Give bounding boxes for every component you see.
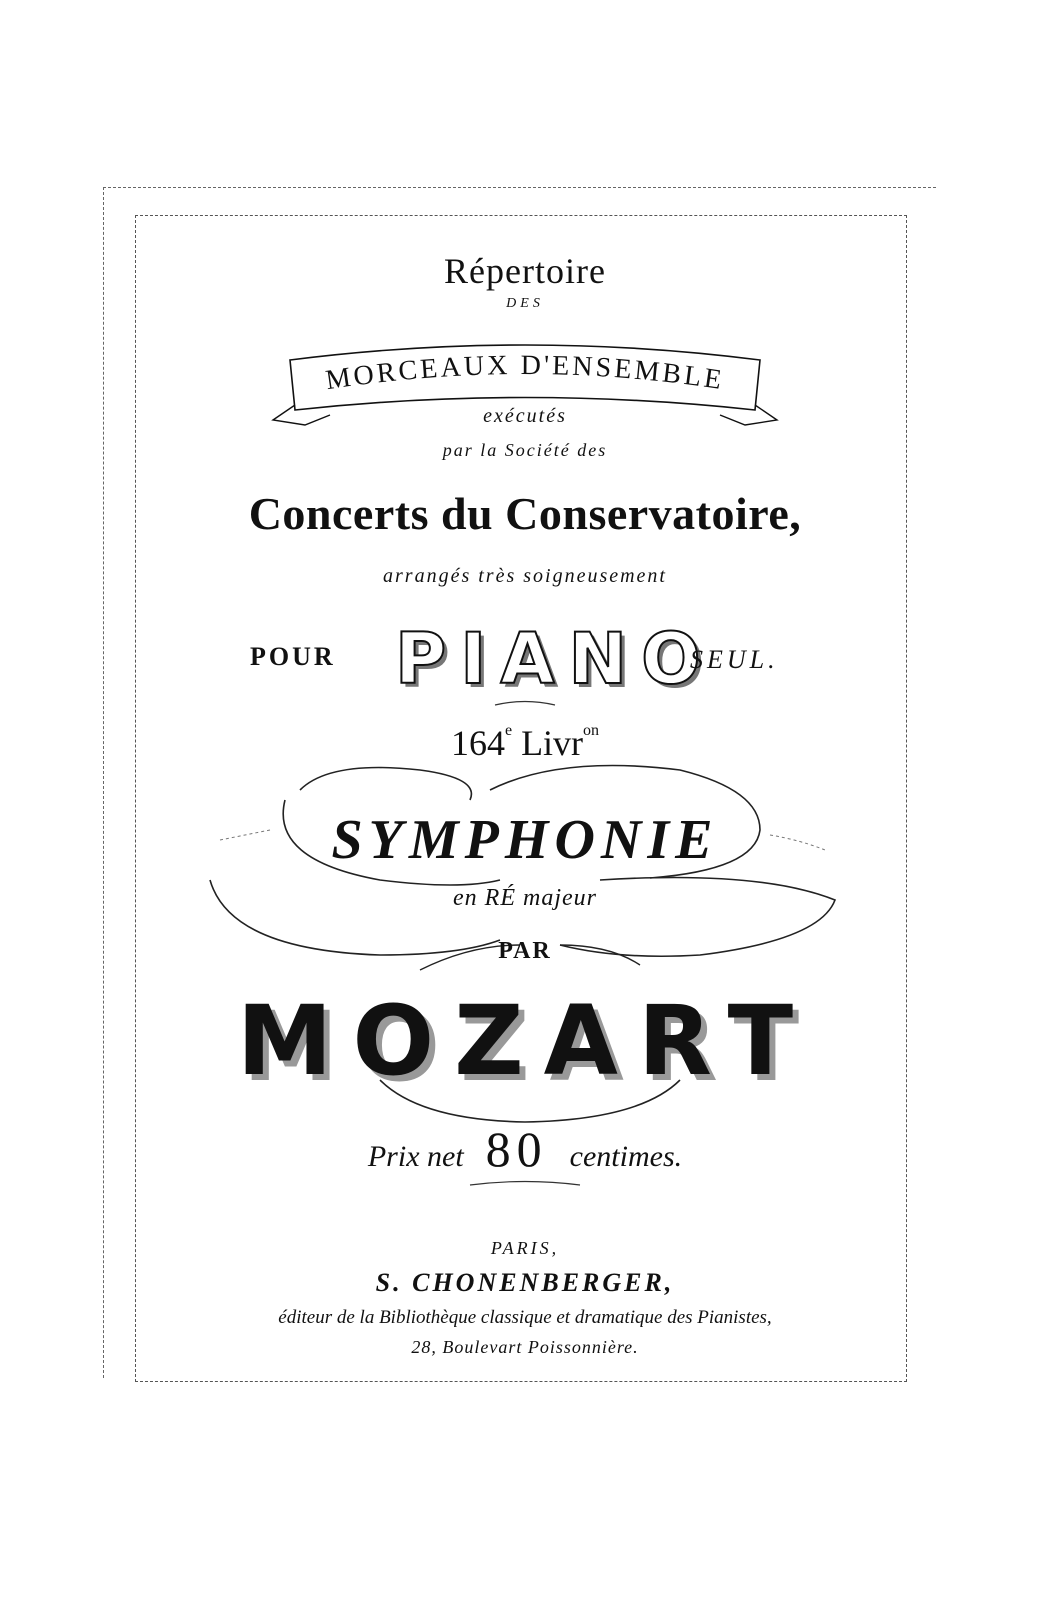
- livraison-sup-on: on: [583, 722, 600, 739]
- des-label: DES: [506, 296, 544, 311]
- arranges-text: arrangés très soigneusement: [383, 565, 667, 587]
- pour-label: POUR: [250, 642, 336, 671]
- ribbon-text: MORCEAUX D'ENSEMBLE: [323, 349, 727, 397]
- piano-heading: PIANO: [395, 618, 715, 700]
- price-line: [0, 1120, 1050, 1178]
- par-la-societe-text: par la Société des: [442, 440, 608, 460]
- composer-name: MOZART: [236, 985, 814, 1097]
- livraison-word: Livr: [521, 723, 584, 763]
- price-value: 80: [485, 1121, 548, 1177]
- publisher-name: S. CHONENBERGER,: [375, 1268, 675, 1297]
- livraison-num: 164: [450, 723, 505, 763]
- repertoire-heading: Répertoire: [444, 251, 606, 291]
- price-label: Prix net: [367, 1140, 464, 1173]
- editor-line: éditeur de la Bibliothèque classique et dramatique des Pianistes,: [278, 1307, 772, 1328]
- livraison-number: [0, 722, 1050, 764]
- executes-text: exécutés: [483, 405, 567, 427]
- par-label: PAR: [498, 938, 552, 964]
- livraison-sup-e: e: [504, 722, 513, 739]
- concerts-heading: Concerts du Conservatoire,: [248, 488, 802, 539]
- symphonie-heading: SYMPHONIE: [331, 809, 719, 871]
- publisher-address: 28, Boulevart Poissonnière.: [411, 1337, 639, 1357]
- seul-label: SEUL.: [690, 645, 779, 674]
- price-unit: centimes.: [569, 1140, 683, 1173]
- key-text: en RÉ majeur: [453, 885, 597, 911]
- city-label: PARIS,: [490, 1238, 560, 1258]
